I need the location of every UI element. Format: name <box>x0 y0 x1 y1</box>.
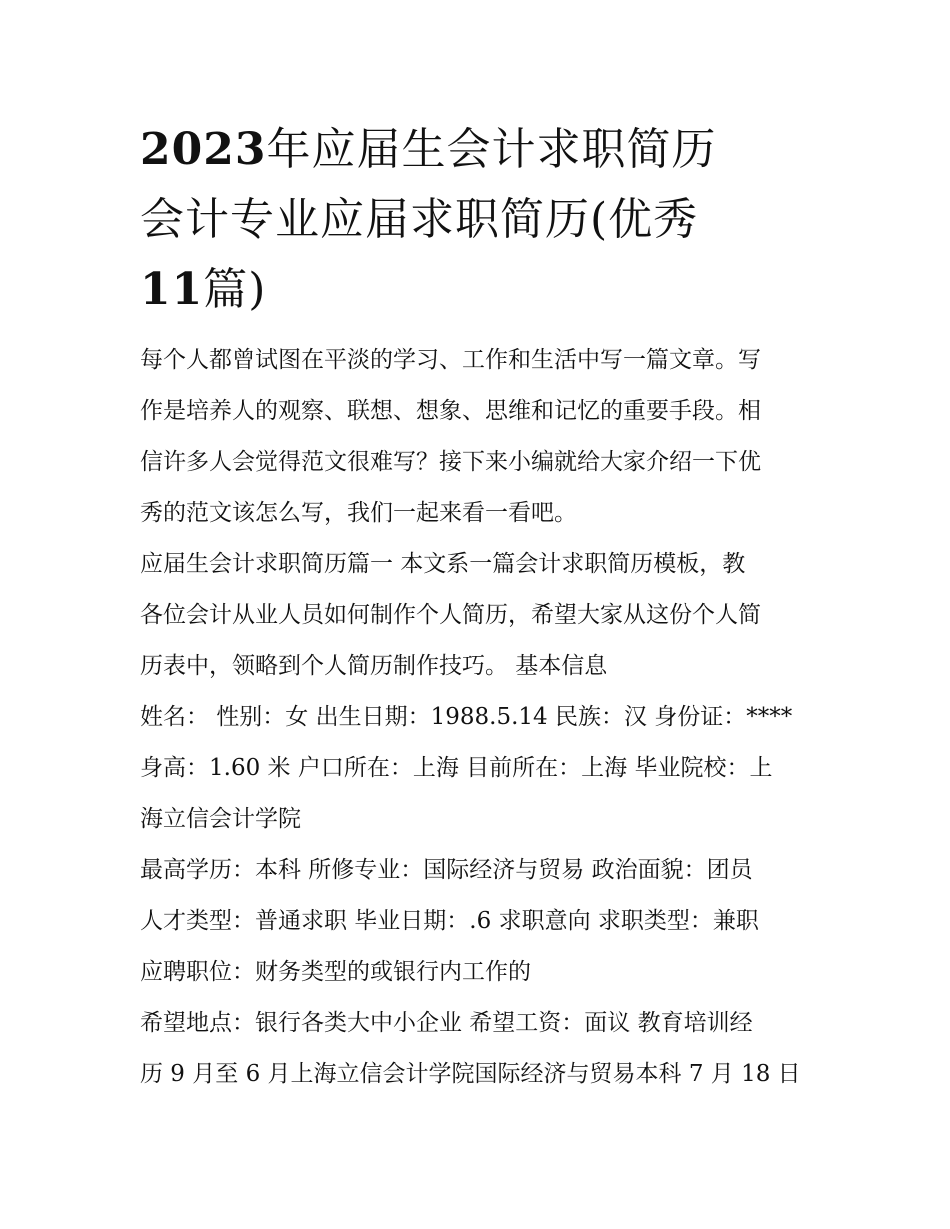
intro-line: 信许多人会觉得范文很难写？接下来小编就给大家介绍一下优 <box>140 449 761 475</box>
title-line-3 <box>140 255 812 325</box>
basic-info-line: 身高：1.60 米 户口所在：上海 目前所在：上海 毕业院校：上 <box>140 755 773 781</box>
document-title <box>140 115 812 325</box>
document-body <box>140 115 812 1100</box>
education-info-line: 应聘职位：财务类型的́或银行内工作的 <box>140 959 531 985</box>
intro-paragraph <box>140 335 812 539</box>
title-line-1 <box>140 115 812 185</box>
basic-info-line: 海立信会计学院 <box>140 806 301 832</box>
job-intention-paragraph <box>140 998 812 1100</box>
section-1-line: 应届生会计求职简历篇一 本文系一篇会计求职简历模板，教 <box>140 551 746 577</box>
job-intention-line: 历 9 月至 6 月上海立信会计学院国际经济与贸易本科 7 月 18 日 <box>140 1061 801 1087</box>
basic-info-line: 姓名： 性别：女 出生日期：1988.5.14 民族：汉 身份证：**** <box>140 704 793 730</box>
intro-line: 每个人都曾试图在平淡的学习、工作和生活中写一篇文章。写 <box>140 347 761 373</box>
title-count: 11 <box>140 264 204 315</box>
section-1-line: 历表中，领略到个人简历制作技巧。 基本信息 <box>140 653 608 679</box>
intro-line: 秀的范文该怎么写，我们一起来看一看吧。 <box>140 500 577 526</box>
intro-line: 作是培养人的观察、联想、想象、思维和记忆的重要手段。相 <box>140 398 761 424</box>
section-1-paragraph <box>140 539 812 692</box>
basic-info-paragraph <box>140 692 812 845</box>
title-line-1-text: 年应届生会计求职简历 <box>266 124 717 175</box>
job-intention-line: 希望地点：银行各类大中小企业 希望工资：面议 教育培训经 <box>140 1010 753 1036</box>
title-line-3-text: 篇) <box>203 264 267 315</box>
education-info-line: 人才类型：普通求职 毕业日期：.6 求职意向 求职类型：兼职 <box>140 908 759 934</box>
title-year: 2023 <box>140 124 267 175</box>
section-1-line: 各位会计从业人员如何制作个人简历，希望大家从这份个人简 <box>140 602 761 628</box>
education-info-paragraph <box>140 845 812 998</box>
title-line-2: 会计专业应届求职简历(优秀 <box>140 194 699 245</box>
education-info-line: 最高学历：本科 所修专业：国际经济与贸易 政治面貌：团员 <box>140 857 753 883</box>
